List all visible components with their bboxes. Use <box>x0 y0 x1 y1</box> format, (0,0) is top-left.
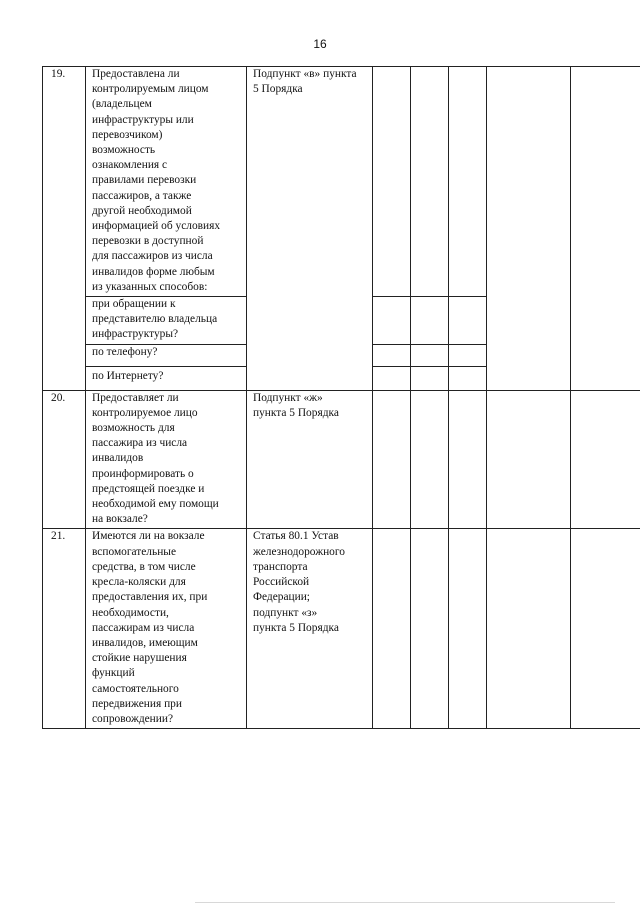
answer-na-cell[interactable] <box>449 529 487 729</box>
notes-cell[interactable] <box>571 529 640 729</box>
reference-20: Подпункт «ж» пункта 5 Порядка <box>247 390 373 529</box>
answer-na-cell[interactable] <box>449 67 487 297</box>
comment-cell[interactable] <box>487 390 571 529</box>
question-21: Имеются ли на вокзале вспомогательные средства, в том числе кресла-коляски для предоставления их, при необходимости, пассажирам из числа инвалидов, имеющим стойкие нарушения функций самостоятельного передвижения при сопровождении? <box>86 529 247 729</box>
answer-no-cell[interactable] <box>411 344 449 366</box>
answer-na-cell[interactable] <box>449 344 487 366</box>
answer-na-cell[interactable] <box>449 297 487 345</box>
reference-21: Статья 80.1 Устав железнодорожного транспорта Российской Федерации; подпункт «з» пункта 5 Порядка <box>247 529 373 729</box>
question-19: Предоставлена ли контролируемым лицом (владельцем инфраструктуры или перевозчиком) возможность ознакомления с правилами перевозки пассажиров, а также другой необходимой информацией об условиях перевозки в доступной для пассажиров из числа инвалидов форме любым из указанных способов: <box>86 67 247 297</box>
question-19-option-1: при обращении к представителю владельца инфраструктуры? <box>86 297 247 345</box>
answer-na-cell[interactable] <box>449 366 487 390</box>
answer-yes-cell[interactable] <box>373 390 411 529</box>
answer-yes-cell[interactable] <box>373 344 411 366</box>
answer-no-cell[interactable] <box>411 366 449 390</box>
table-row-20 <box>43 390 640 529</box>
comment-cell[interactable] <box>487 529 571 729</box>
answer-yes-cell[interactable] <box>373 529 411 729</box>
table-row-21 <box>43 529 640 729</box>
notes-cell[interactable] <box>571 390 640 529</box>
answer-yes-cell[interactable] <box>373 67 411 297</box>
answer-no-cell[interactable] <box>411 529 449 729</box>
notes-cell[interactable] <box>571 67 640 391</box>
row-number-20: 20. <box>43 390 86 529</box>
comment-cell[interactable] <box>487 67 571 391</box>
answer-no-cell[interactable] <box>411 297 449 345</box>
answer-yes-cell[interactable] <box>373 297 411 345</box>
page-number: 16 <box>313 37 327 51</box>
row-number-21: 21. <box>43 529 86 729</box>
question-20: Предоставляет ли контролируемое лицо возможность для пассажира из числа инвалидов проинформировать о предстоящей поездке и необходимой ему помощи на вокзале? <box>86 390 247 529</box>
checklist-table <box>42 66 640 729</box>
answer-no-cell[interactable] <box>411 67 449 297</box>
answer-no-cell[interactable] <box>411 390 449 529</box>
question-19-option-2: по телефону? <box>86 344 247 366</box>
answer-yes-cell[interactable] <box>373 366 411 390</box>
row-number-19: 19. <box>43 67 86 391</box>
reference-19: Подпункт «в» пункта 5 Порядка <box>247 67 373 391</box>
answer-na-cell[interactable] <box>449 390 487 529</box>
table-row-19 <box>43 67 640 297</box>
question-19-option-3: по Интернету? <box>86 366 247 390</box>
footer-rule <box>195 902 615 903</box>
